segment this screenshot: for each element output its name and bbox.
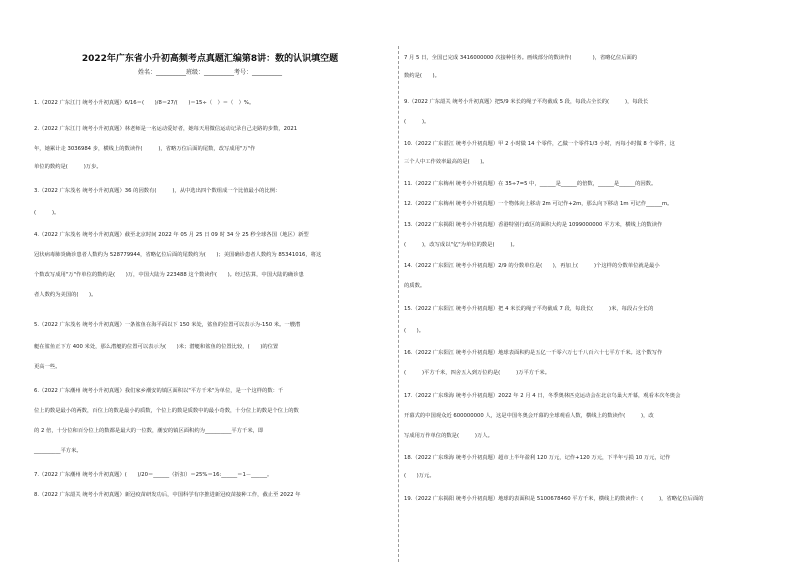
question-line: ( )。 bbox=[404, 119, 430, 125]
question-line: 冠状病毒肺炎确诊患者人数约为 528779944，省略亿位后面的尾数约为( )；美国确诊患者人数约为 85341016，将这 bbox=[34, 252, 322, 258]
question-line: 数约是( )。 bbox=[404, 73, 440, 79]
question-line: ( )平方千米，四舍五入到万位约是( )万平方千米。 bbox=[404, 370, 550, 376]
question-line: __________平方米。 bbox=[34, 448, 82, 454]
question-line: 开幕式的中国观众近 600000000 人，这是中国冬奥会开幕的全球观看人数，横线上的数读作( )，改 bbox=[404, 413, 654, 419]
question-line: 三个人中工作效率最高的是( )。 bbox=[404, 159, 488, 165]
question-line: 10.（2022 广东湛江 统考小升初真题）甲 2 小时做 14 个零件，乙做一个零件1/3 小时，丙每小时做 8 个零件，这 bbox=[404, 141, 675, 147]
question-line: 15.（2022 广东阳江 统考小升初真题）把 4 米长的绳子平均截成 7 段，每段长( )米，每段占全长的 bbox=[404, 306, 654, 312]
question-line: 19.（2022 广东揭阳 统考小升初真题）地球的表面积是 5100678460 平方千米，横线上的数读作：( )，省略亿位后面的 bbox=[404, 496, 704, 502]
question-line: 7 月 5 日，全国已完成 3416000000 次接种任务。画线部分的数读作( )，省略亿位后面的 bbox=[404, 55, 638, 61]
question-line: ( )。 bbox=[34, 210, 60, 216]
question-line: 14.（2022 广东阳江 统考小升初真题）2/9 的分数单位是( )，再加上( )个这样的分数单位就是最小 bbox=[404, 263, 660, 269]
question-line: 12.（2022 广东梅州 统考小升初真题）一个物体向上移动 2m 可记作+2m，那么向下移动 1m 可记作______m。 bbox=[404, 201, 673, 207]
question-line: 18.（2022 广东珠海 统考小升初真题）超市上半年盈利 120 万元，记作+120 万元，下半年亏损 10 万元，记作 bbox=[404, 455, 671, 461]
question-line: 16.（2022 广东阳江 统考小升初真题）地球表面积约是五亿一千零六万七千八百六十七平方千米。这个数写作 bbox=[404, 350, 663, 356]
question-line: 6.（2022 广东潮州 统考小升初真题）我们家乡潮安的镇区面积以"平方千米"为单位，是一个这样的数：千 bbox=[34, 388, 284, 394]
question-line: 13.（2022 广东揭阳 统考小升初真题）香港特别行政区的面积大约是 1099000000 平方米，横线上的数读作 bbox=[404, 222, 663, 228]
question-line: 7.（2022 广东潮州 统考小升初真题）( )/20＝______（折扣）＝25%＝16:______＝1－______。 bbox=[34, 472, 273, 478]
question-line: 8.（2022 广东韶关 统考小升初真题）新冠疫苗研发功后，中国科学有序推进新冠疫苗接种工作，截止至 2022 年 bbox=[34, 492, 301, 498]
question-line: 的质数。 bbox=[404, 283, 426, 289]
question-line: 11.（2022 广东梅州 统考小升初真题）在 35÷7=5 中，______是______的倍数，______是______的因数。 bbox=[404, 181, 657, 187]
question-line: 2.（2022 广东江门 统考小升初真题）林老师是一名运动爱好者，她每天用微信运动记录自己走路的步数，2021 bbox=[34, 126, 298, 132]
question-line: 9.（2022 广东韶关 统考小升初真题）把5/9 米长的绳子平均截成 5 段，每段占全长的( )，每段长 bbox=[404, 99, 649, 105]
column-divider bbox=[398, 46, 399, 562]
student-info-line: 姓名：__________班级：__________考号：__________ bbox=[137, 69, 282, 76]
question-line: 的 2 倍，十分位和百分位上的数都是最大的一位数，潮安的镇区面积约为__________平方千米，即 bbox=[34, 428, 264, 434]
question-line: 5.（2022 广东茂名 统考小升初真题）一条鲨鱼在海平面以下 150 米处，鲨鱼的位置可以表示为-150 米。一艘潜 bbox=[34, 322, 301, 328]
question-line: 写成用万作单位的数是( )万人。 bbox=[404, 433, 493, 439]
page-title: 2022年广东省小升初高频考点真题汇编第8讲：数的认识填空题 bbox=[81, 54, 339, 64]
question-line: 更高一些。 bbox=[34, 364, 61, 370]
question-line: 17.（2022 广东珠海 统考小升初真题）2022 年 2 月 4 日，冬季奥林匹克运动会在北京鸟巢大开幕，观看本次冬奥会 bbox=[404, 393, 681, 399]
question-line: 4.（2022 广东茂名 统考小升初真题）截至北京时间 2022 年 05 月 25 日 09 时 34 分 25 秒全球各国（地区）新型 bbox=[34, 232, 309, 238]
question-line: 年，她累计走 3036984 步，横线上的数读作( )，省略万位后面的尾数，改写成用"万"作 bbox=[34, 146, 256, 152]
question-line: 3.（2022 广东茂名 统考小升初真题）36 的因数有( )，从中选出四个数组成一个比值最小的比例： bbox=[34, 188, 281, 194]
question-line: 单位的数约是( )万步。 bbox=[34, 164, 102, 170]
question-line: 位上的数是最小的两数，百位上的数是最小的质数，个位上的数是质数中的最小奇数，十分位上的数是个位上的数 bbox=[34, 408, 299, 414]
question-line: ( )。 bbox=[404, 328, 425, 334]
question-line: 者人数约为美国的( )。 bbox=[34, 292, 97, 298]
question-line: 艇在鲨鱼正下方 400 米处，那么潜艇的位置可以表示为( )米；潜艇和鲨鱼的位置比较，( )的位置 bbox=[34, 344, 279, 350]
question-line: 个数改写成用"万"作单位的数约是( )万，中国大陆为 223488 这个数读作( )。经过估算，中国大陆的确诊患 bbox=[34, 272, 304, 278]
question-line: ( )万元。 bbox=[404, 473, 435, 479]
question-line: 1.（2022 广东江门 统考小升初真题）6/16＝( )/8＝27/( )＝15÷（ ）＝（ ）%。 bbox=[34, 100, 255, 106]
question-line: ( )，改写成以"亿"为单位的数是( )。 bbox=[404, 242, 518, 248]
